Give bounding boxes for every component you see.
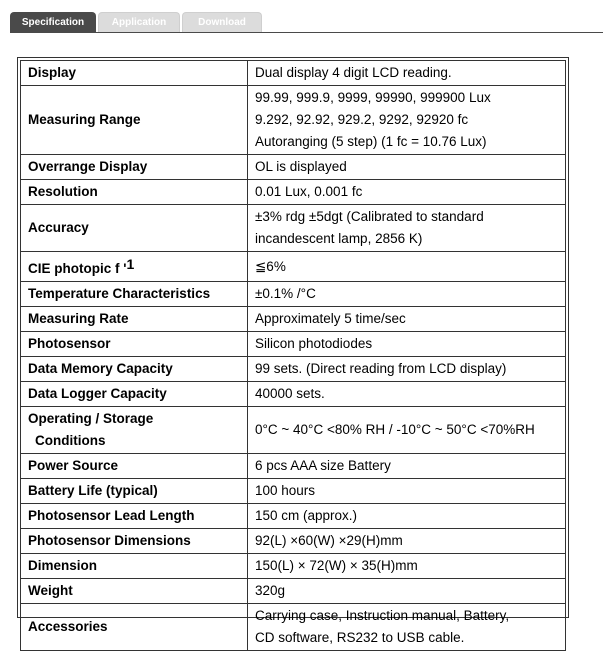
table-row <box>21 529 566 554</box>
spec-value-line: 0.01 Lux, 0.001 fc <box>255 184 363 199</box>
spec-value-line: 99 sets. (Direct reading from LCD display) <box>255 361 507 376</box>
tab-download[interactable]: Download <box>182 12 262 32</box>
spec-label <box>21 61 248 86</box>
spec-value <box>248 504 566 529</box>
spec-value-line: OL is displayed <box>255 159 347 174</box>
spec-value-line: Dual display 4 digit LCD reading. <box>255 65 452 80</box>
spec-value <box>248 357 566 382</box>
spec-value-line: ≦6% <box>255 258 286 274</box>
spec-label <box>21 454 248 479</box>
spec-value <box>248 155 566 180</box>
spec-label-text: Dimension <box>28 558 98 573</box>
spec-value-line: ±0.1% /°C <box>255 286 316 301</box>
spec-label <box>21 252 248 282</box>
spec-value-line: 99.99, 999.9, 9999, 99990, 999900 Lux <box>255 90 491 105</box>
spec-label-text: Weight <box>28 583 73 598</box>
spec-label-text: Resolution <box>28 184 98 199</box>
spec-label-text: Power Source <box>28 458 119 473</box>
table-row <box>21 382 566 407</box>
spec-value-line: ±3% rdg ±5dgt (Calibrated to standard <box>255 209 484 224</box>
spec-value-line: 150(L) × 72(W) × 35(H)mm <box>255 558 418 573</box>
table-row <box>21 307 566 332</box>
spec-label-text: Accuracy <box>28 220 89 235</box>
spec-value <box>248 332 566 357</box>
table-row <box>21 205 566 252</box>
spec-value-line: 150 cm (approx.) <box>255 508 358 523</box>
table-row <box>21 282 566 307</box>
table-row <box>21 357 566 382</box>
spec-label <box>21 155 248 180</box>
spec-table <box>20 60 566 651</box>
spec-label-text: Data Logger Capacity <box>28 386 167 401</box>
spec-label-text: Display <box>28 65 77 80</box>
spec-value-line: 6 pcs AAA size Battery <box>255 458 391 473</box>
table-row <box>21 579 566 604</box>
spec-value <box>248 307 566 332</box>
spec-label-text: Data Memory Capacity <box>28 361 173 376</box>
spec-label-text: Accessories <box>28 619 108 634</box>
spec-label-text: Temperature Characteristics <box>28 286 211 301</box>
spec-value <box>248 61 566 86</box>
spec-label <box>21 407 248 454</box>
spec-label <box>21 86 248 155</box>
spec-table-body <box>21 61 566 651</box>
spec-value-line: 40000 sets. <box>255 386 325 401</box>
spec-label-text: CIE photopic f ' <box>28 261 127 276</box>
spec-label <box>21 205 248 252</box>
spec-value <box>248 604 566 651</box>
spec-value <box>248 479 566 504</box>
spec-value-line: Autoranging (5 step) (1 fc = 10.76 Lux) <box>255 134 487 149</box>
tab-divider <box>10 32 603 33</box>
spec-label <box>21 504 248 529</box>
spec-label-text: Operating / Storage <box>28 411 154 426</box>
spec-label-text: Photosensor <box>28 336 111 351</box>
table-row <box>21 332 566 357</box>
table-row <box>21 504 566 529</box>
table-row <box>21 252 566 282</box>
tab-bar <box>10 12 262 32</box>
spec-label-text-line2: Conditions <box>35 433 106 448</box>
table-row <box>21 180 566 205</box>
table-row <box>21 604 566 651</box>
spec-value <box>248 180 566 205</box>
spec-label <box>21 332 248 357</box>
spec-label <box>21 180 248 205</box>
spec-label-text: Measuring Range <box>28 112 141 127</box>
footnote-marker: 1 <box>126 256 135 272</box>
spec-label-text: Battery Life (typical) <box>28 483 158 498</box>
spec-label-text: Overrange Display <box>28 159 148 174</box>
spec-value-line: incandescent lamp, 2856 K) <box>255 231 423 246</box>
table-row <box>21 454 566 479</box>
spec-value-line: 0°C ~ 40°C <80% RH / -10°C ~ 50°C <70%RH <box>255 422 535 437</box>
spec-value <box>248 282 566 307</box>
spec-value-line: 92(L) ×60(W) ×29(H)mm <box>255 533 403 548</box>
spec-label <box>21 357 248 382</box>
tab-application[interactable]: Application <box>98 12 180 32</box>
spec-label <box>21 382 248 407</box>
spec-label <box>21 554 248 579</box>
spec-value <box>248 407 566 454</box>
spec-label-text: Measuring Rate <box>28 311 129 326</box>
spec-value-line: 320g <box>255 583 286 598</box>
spec-label <box>21 282 248 307</box>
spec-table-frame <box>17 57 569 645</box>
spec-value-line: Approximately 5 time/sec <box>255 311 406 326</box>
spec-value-line: Carrying case, Instruction manual, Battery, <box>255 608 510 623</box>
spec-label-text: Photosensor Lead Length <box>28 508 195 523</box>
spec-label <box>21 604 248 651</box>
table-row <box>21 479 566 504</box>
spec-value-line: Silicon photodiodes <box>255 336 373 351</box>
spec-value-line: 100 hours <box>255 483 316 498</box>
spec-label <box>21 579 248 604</box>
spec-label-text: Photosensor Dimensions <box>28 533 191 548</box>
table-row <box>21 61 566 86</box>
spec-label <box>21 529 248 554</box>
tab-specification[interactable]: Specification <box>10 12 96 32</box>
spec-value <box>248 529 566 554</box>
spec-value <box>248 454 566 479</box>
table-row <box>21 155 566 180</box>
spec-value <box>248 382 566 407</box>
spec-value <box>248 579 566 604</box>
spec-label <box>21 307 248 332</box>
spec-value <box>248 205 566 252</box>
spec-value <box>248 252 566 282</box>
table-row <box>21 86 566 155</box>
spec-value <box>248 554 566 579</box>
spec-label <box>21 479 248 504</box>
table-row <box>21 554 566 579</box>
spec-value-line: 9.292, 92.92, 929.2, 9292, 92920 fc <box>255 112 469 127</box>
table-row <box>21 407 566 454</box>
spec-value-line: CD software, RS232 to USB cable. <box>255 630 465 645</box>
spec-value <box>248 86 566 155</box>
